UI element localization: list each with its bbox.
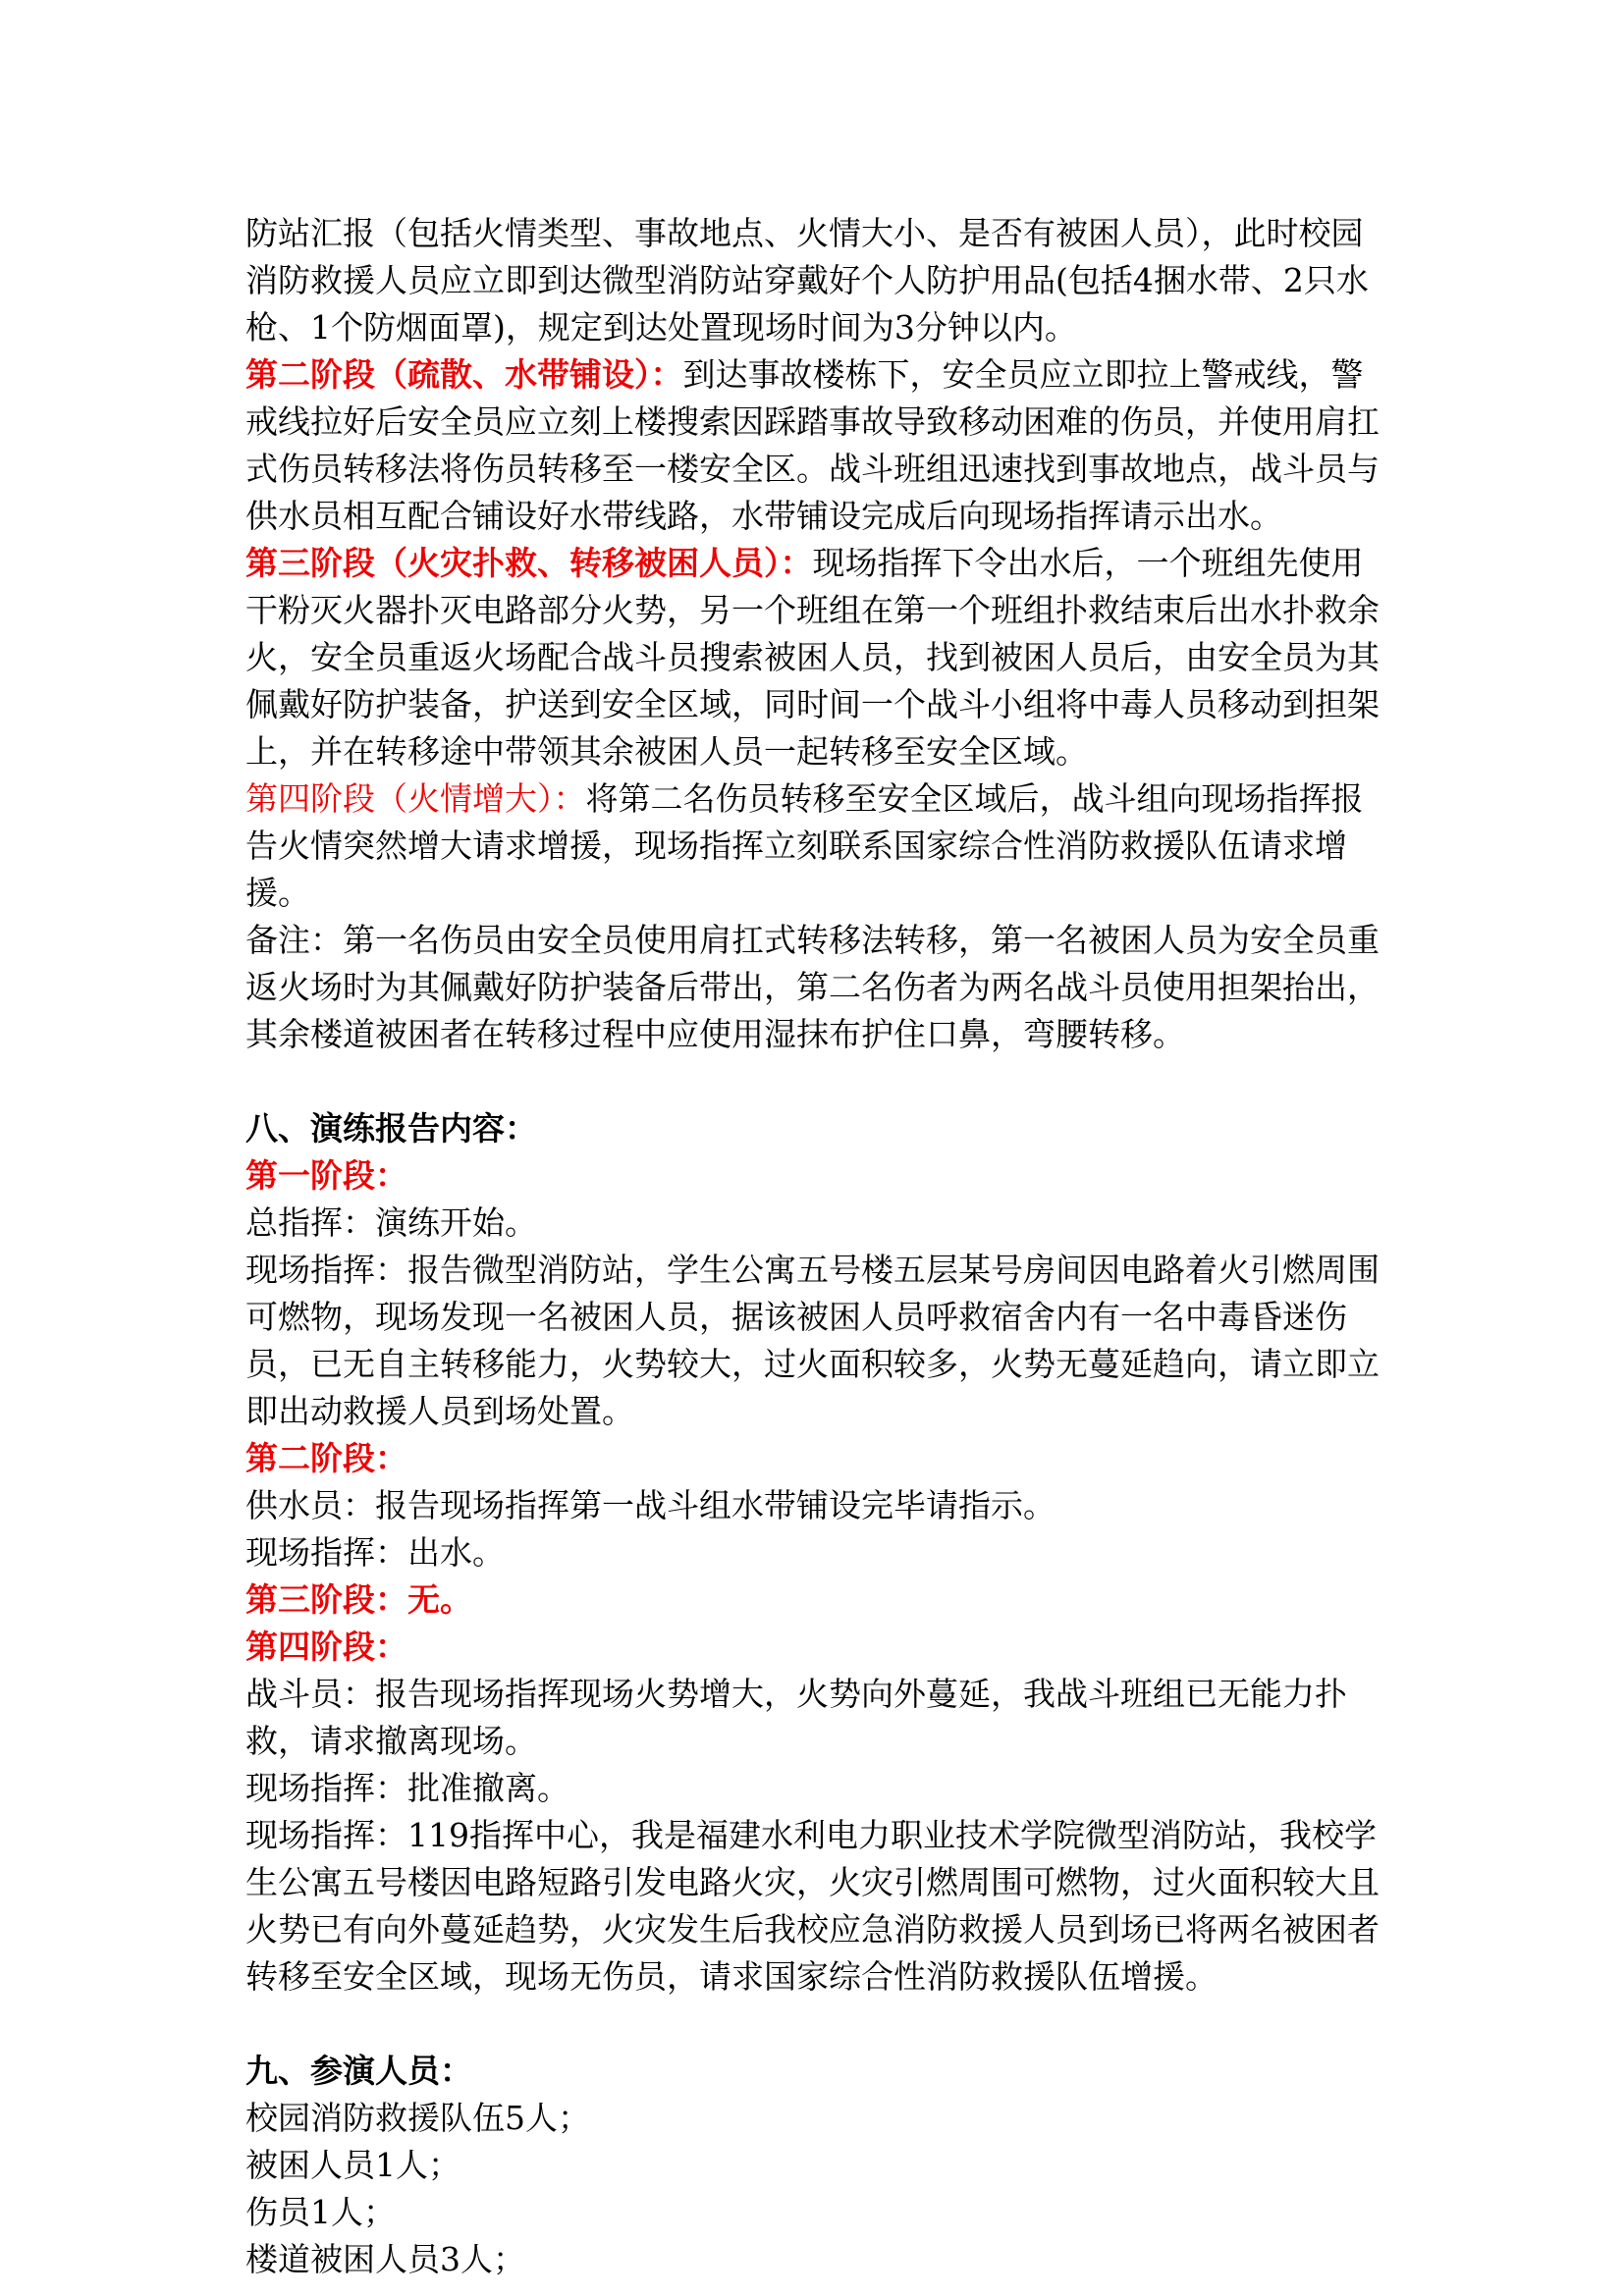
participant-item: 校园消防救援队伍5人； <box>245 2099 590 2137</box>
spacer <box>245 2001 1394 2048</box>
section8-stage1-label: 第一阶段： <box>245 1156 407 1195</box>
paragraph-stage3 <box>245 540 1394 775</box>
paragraph-stage2 <box>245 351 1394 540</box>
section8-stage2-label: 第二阶段： <box>245 1439 407 1477</box>
participant-item: 伤员1人； <box>245 2193 396 2231</box>
participant-item: 被困人员1人； <box>245 2146 460 2184</box>
section8-stage4-line3: 现场指挥：119指挥中心，我是福建水利电力职业技术学院微型消防站，我校学生公寓五号楼因电路短路引发电路火灾，火灾引燃周围可燃物，过火面积较大且火势已有向外蔓延趋势，火灾发生后我校应急消防救援人员到场已将两名被困者转移至安全区域，现场无伤员，请求国家综合性消防救援队伍增援。 <box>245 1816 1380 1996</box>
spacer <box>245 1058 1394 1105</box>
section8-stage1-line1: 总指挥：演练开始。 <box>245 1203 537 1242</box>
section8-stage4-line2: 现场指挥：批准撤离。 <box>245 1769 569 1807</box>
section8-stage2-line1: 供水员：报告现场指挥第一战斗组水带铺设完毕请指示。 <box>245 1486 1056 1524</box>
section8-stage4-label: 第四阶段： <box>245 1628 407 1666</box>
section8-stage2-line2: 现场指挥：出水。 <box>245 1533 505 1572</box>
stage4-label: 第四阶段（火情增大）： <box>245 779 586 818</box>
stage2-text: 到达事故楼栋下，安全员应立即拉上警戒线，警戒线拉好后安全员应立刻上楼搜索因踩踏事故导致移动困难的伤员，并使用肩扛式伤员转移法将伤员转移至一楼安全区。战斗班组迅速找到事故地点，战斗员与供水员相互配合铺设好水带线路，水带铺设完成后向现场指挥请示出水。 <box>245 355 1380 535</box>
paragraph-note: 备注：第一名伤员由安全员使用肩扛式转移法转移，第一名被困人员为安全员重返火场时为其佩戴好防护装备后带出，第二名伤者为两名战斗员使用担架抬出，其余楼道被困者在转移过程中应使用湿抹布护住口鼻，弯腰转移。 <box>245 921 1380 1053</box>
document-page <box>245 210 1394 2283</box>
section8-stage1-line2: 现场指挥：报告微型消防站，学生公寓五号楼五层某号房间因电路着火引燃周围可燃物，现场发现一名被困人员，据该被困人员呼救宿舍内有一名中毒昏迷伤员，已无自主转移能力，火势较大，过火面积较多，火势无蔓延趋向，请立即立即出动救援人员到场处置。 <box>245 1251 1380 1430</box>
participant-item: 楼道被困人员3人； <box>245 2240 525 2278</box>
section8-stage4-line1: 战斗员：报告现场指挥现场火势增大，火势向外蔓延，我战斗班组已无能力扑救，请求撤离现场。 <box>245 1675 1347 1760</box>
stage4-text: 将第二名伤员转移至安全区域后，战斗组向现场指挥报告火情突然增大请求增援，现场指挥立刻联系国家综合性消防救援队伍请求增援。 <box>245 779 1364 912</box>
section8-stage3-label: 第三阶段：无。 <box>245 1580 472 1619</box>
stage2-label: 第二阶段（疏散、水带铺设）： <box>245 355 683 394</box>
stage3-text: 现场指挥下令出水后，一个班组先使用干粉灭火器扑灭电路部分火势，另一个班组在第一个班组扑救结束后出水扑救余火，安全员重返火场配合战斗员搜索被困人员，找到被困人员后，由安全员为其佩戴好防护装备，护送到安全区域，同时间一个战斗小组将中毒人员移动到担架上，并在转移途中带领其余被困人员一起转移至安全区域。 <box>245 544 1380 771</box>
stage3-label: 第三阶段（火灾扑救、转移被困人员）： <box>245 544 813 582</box>
section8-heading: 八、演练报告内容： <box>245 1109 537 1148</box>
section9-heading: 九、参演人员： <box>245 2052 472 2090</box>
paragraph-stage4 <box>245 775 1394 917</box>
paragraph-report: 防站汇报（包括火情类型、事故地点、火情大小、是否有被困人员），此时校园消防救援人员应立即到达微型消防站穿戴好个人防护用品(包括4捆水带、2只水枪、1个防烟面罩)，规定到达处置现场时间为3分钟以内。 <box>245 214 1369 347</box>
